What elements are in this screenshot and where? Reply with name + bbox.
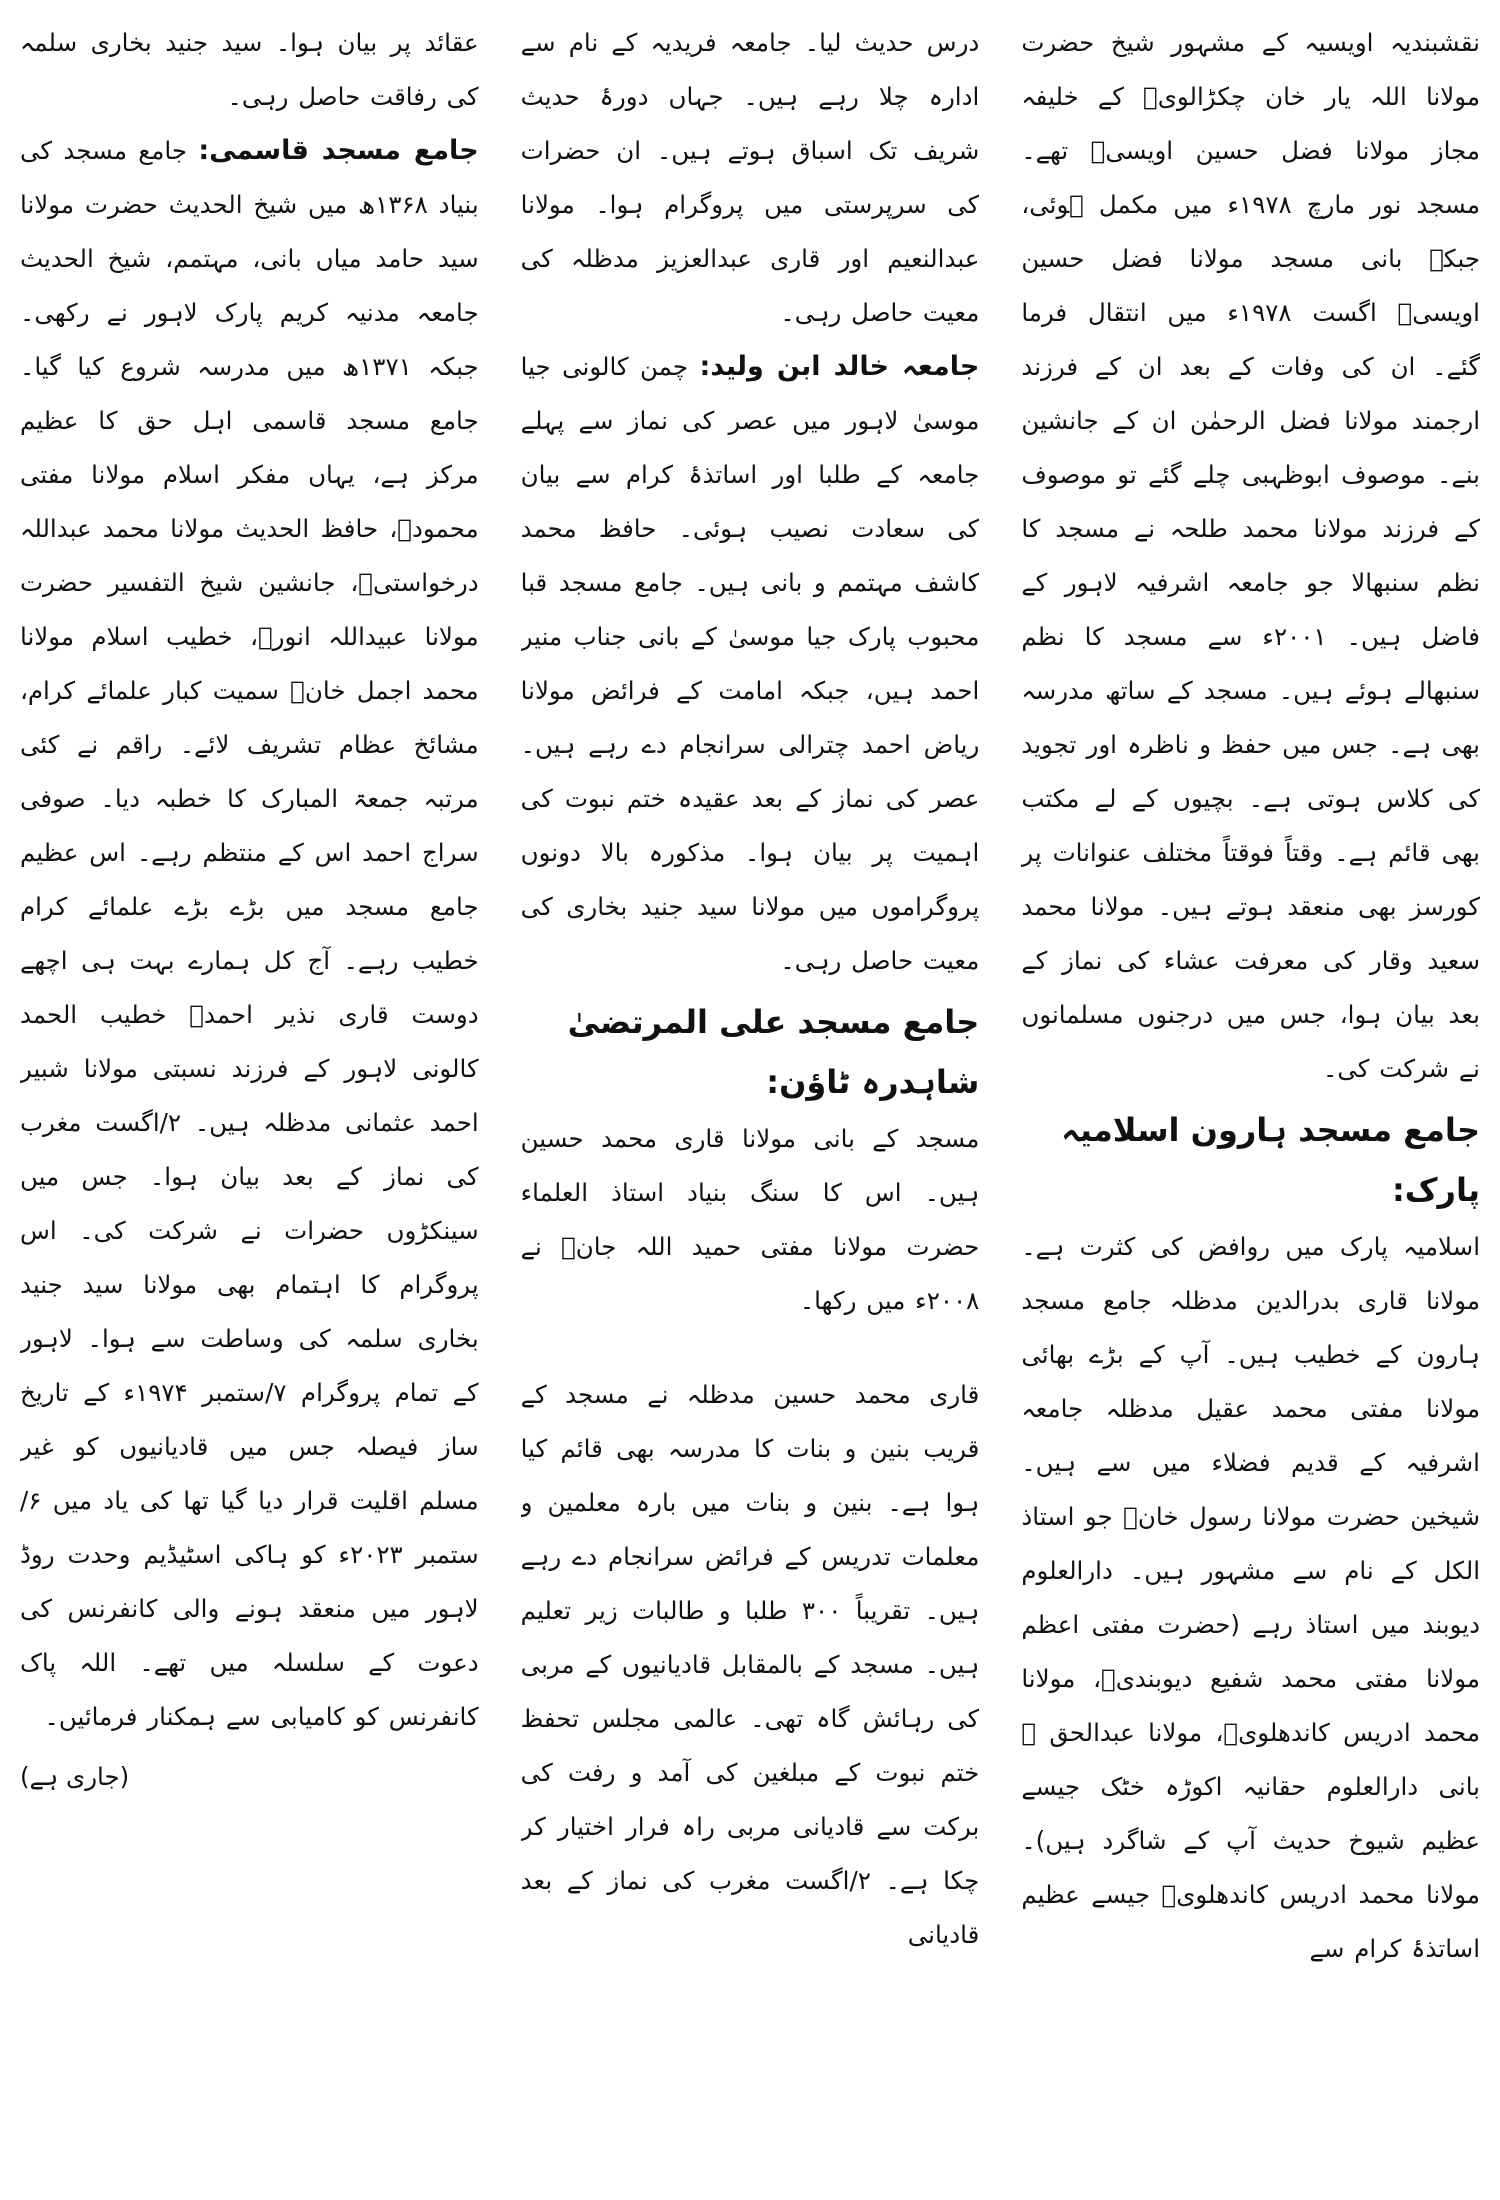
heading-jamia-masjid-qasmi: جامع مسجد قاسمی:: [198, 135, 479, 166]
column-left: [20, 16, 479, 2184]
column-right-paragraph-1: نقشبندیہ اویسیہ کے مشہور شیخ حضرت مولانا اللہ یار خان چکڑالویؒ کے خلیفہ مجاز مولانا فضل حسین اویسیؒ تھے۔ مسجد نور مارچ ۱۹۷۸ء میں مکمل ہوئی، جبکہ بانی مسجد مولانا فضل حسین اویسیؒ اگست ۱۹۷۸ء میں انتقال فرما گئے۔ ان کی وفات کے بعد ان کے فرزند ارجمند مولانا فضل الرحمٰن ان کے جانشین بنے۔ موصوف ابوظہبی چلے گئے تو موصوف کے فرزند مولانا محمد طلحہ نے مسجد کا نظم سنبھالا جو جامعہ اشرفیہ لاہور کے فاضل ہیں۔ ۲۰۰۱ء سے مسجد کا نظم سنبھالے ہوئے ہیں۔ مسجد کے ساتھ مدرسہ بھی ہے۔ جس میں حفظ و ناظرہ اور تجوید کی کلاس ہوتی ہے۔ بچیوں کے لے مکتب بھی قائم ہے۔ وقتاً فوقتاً مختلف عنوانات پر کورسز بھی منعقد ہوتے ہیں۔ مولانا محمد سعید وقار کی معرفت عشاء کی نماز کے بعد بیان ہوا، جس میں درجنوں مسلمانوں نے شرکت کی۔: [1021, 28, 1480, 1083]
heading-jamia-khalid-ibn-waleed: جامعہ خالد ابن ولید:: [699, 351, 980, 382]
column-left-paragraph-2: جامع مسجد کی بنیاد ۱۳۶۸ھ میں شیخ الحدیث حضرت مولانا سید حامد میاں بانی، مہتمم، شیخ الحدیث جامعہ مدنیہ کریم پارک لاہور نے رکھی۔ جبکہ ۱۳۷۱ھ میں مدرسہ شروع کیا گیا۔ جامع مسجد قاسمی اہل حق کا عظیم مرکز ہے، یہاں مفکر اسلام مولانا مفتی محمودؒ، حافظ الحدیث مولانا محمد عبداللہ درخواستیؒ، جانشین شیخ التفسیر حضرت مولانا عبیداللہ انورؒ، خطیب اسلام مولانا محمد اجمل خانؒ سمیت کبار علمائے کرام، مشائخ عظام تشریف لائے۔ راقم نے کئی مرتبہ جمعۃ المبارک کا خطبہ دیا۔ صوفی سراج احمد اس کے منتظم رہے۔ اس عظیم جامع مسجد میں بڑے بڑے علمائے کرام خطیب رہے۔ آج کل ہمارے بہت ہی اچھے دوست قاری نذیر احمدؒ خطیب الحمد کالونی لاہور کے فرزند نسبتی مولانا شبیر احمد عثمانی مدظلہ ہیں۔ ۲/اگست مغرب کی نماز کے بعد بیان ہوا۔ جس میں سینکڑوں حضرات نے شرکت کی۔ اس پروگرام کا اہتمام بھی مولانا سید جنید بخاری سلمہ کی وساطت سے ہوا۔ لاہور کے تمام پروگرام ۷/ستمبر ۱۹۷۴ء کے تاریخ ساز فیصلہ جس میں قادیانیوں کو غیر مسلم اقلیت قرار دیا گیا تھا کی یاد میں ۶/ستمبر ۲۰۲۳ء کو ہاکی اسٹیڈیم وحدت روڈ لاہور میں منعقد ہونے والی کانفرنس کی دعوت کے سلسلہ میں تھے۔ اللہ پاک کانفرنس کو کامیابی سے ہمکنار فرمائیں۔: [19, 136, 479, 1731]
column-middle-paragraph-3: مسجد کے بانی مولانا قاری محمد حسین ہیں۔ اس کا سنگ بنیاد استاذ العلماء حضرت مولانا مفتی حمید اللہ جانؒ نے ۲۰۰۸ء میں رکھا۔: [520, 1124, 980, 1315]
column-left-section-qasmi: [20, 124, 479, 1744]
column-right-paragraph-2: اسلامیہ پارک میں روافض کی کثرت ہے۔ مولانا قاری بدرالدین مدظلہ جامع مسجد ہارون کے خطیب ہیں۔ آپ کے بڑے بھائی مولانا مفتی محمد عقیل مدظلہ جامعہ اشرفیہ کے قدیم فضلاء میں سے ہیں۔ شیخین حضرت مولانا رسول خانؒ جو استاذ الکل کے نام سے مشہور ہیں۔ دارالعلوم دیوبند میں استاذ رہے (حضرت مفتی اعظم مولانا مفتی محمد شفیع دیوبندیؒ، مولانا محمد ادریس کاندھلویؒ، مولانا عبدالحق ؒ بانی دارالعلوم حقانیہ اکوڑہ خٹک جیسے عظیم شیوخ حدیث آپ کے شاگرد ہیں)۔ مولانا محمد ادریس کاندھلویؒ جیسے عظیم اساتذۂ کرام سے: [1021, 1232, 1480, 1963]
continued-note: (جاری ہے): [19, 1762, 130, 1791]
column-middle-paragraph-1: درس حدیث لیا۔ جامعہ فریدیہ کے نام سے ادارہ چلا رہے ہیں۔ جہاں دورۂ حدیث شریف تک اسباق ہوتے ہیں۔ ان حضرات کی سرپرستی میں پروگرام ہوا۔ مولانا عبدالنعیم اور قاری عبدالعزیز مدظلہ کی معیت حاصل رہی۔: [520, 28, 980, 327]
column-middle: [521, 16, 980, 2184]
heading-jamia-masjid-haroon: جامع مسجد ہارون اسلامیہ پارک:: [1061, 1111, 1480, 1209]
column-right: [1021, 16, 1480, 2184]
paragraph-spacer: [521, 1328, 980, 1368]
column-middle-section-khalid: [521, 340, 980, 988]
column-left-paragraph-1: عقائد پر بیان ہوا۔ سید جنید بخاری سلمہ کی رفاقت حاصل رہی۔: [19, 28, 479, 111]
column-middle-paragraph-2: چمن کالونی جیا موسیٰ لاہور میں عصر کی نماز سے پہلے جامعہ کے طلبا اور اساتذۂ کرام سے بیان کی سعادت نصیب ہوئی۔ حافظ محمد کاشف مہتمم و بانی ہیں۔ جامع مسجد قبا محبوب پارک جیا موسیٰ کے بانی جناب منیر احمد ہیں، جبکہ امامت کے فرائض مولانا ریاض احمد چترالی سرانجام دے رہے ہیں۔ عصر کی نماز کے بعد عقیدہ ختم نبوت کی اہمیت پر بیان ہوا۔ مذکورہ بالا دونوں پروگراموں میں مولانا سید جنید بخاری کی معیت حاصل رہی۔: [520, 352, 980, 975]
heading-jamia-masjid-ali-murtaza: جامع مسجد علی المرتضیٰ شاہدرہ ٹاؤن:: [567, 1003, 980, 1101]
column-middle-paragraph-4: قاری محمد حسین مدظلہ نے مسجد کے قریب بنین و بنات کا مدرسہ بھی قائم کیا ہوا ہے۔ بنین و بنات میں بارہ معلمین و معلمات تدریس کے فرائض سرانجام دے رہے ہیں۔ تقریباً ۳۰۰ طلبا و طالبات زیر تعلیم ہیں۔ مسجد کے بالمقابل قادیانیوں کے مربی کی رہائش گاہ تھی۔ عالمی مجلس تحفظ ختم نبوت کے مبلغین کی آمد و رفت کی برکت سے قادیانی مربی راہ فرار اختیار کر چکا ہے۔ ۲/اگست مغرب کی نماز کے بعد قادیانی: [520, 1380, 980, 1949]
